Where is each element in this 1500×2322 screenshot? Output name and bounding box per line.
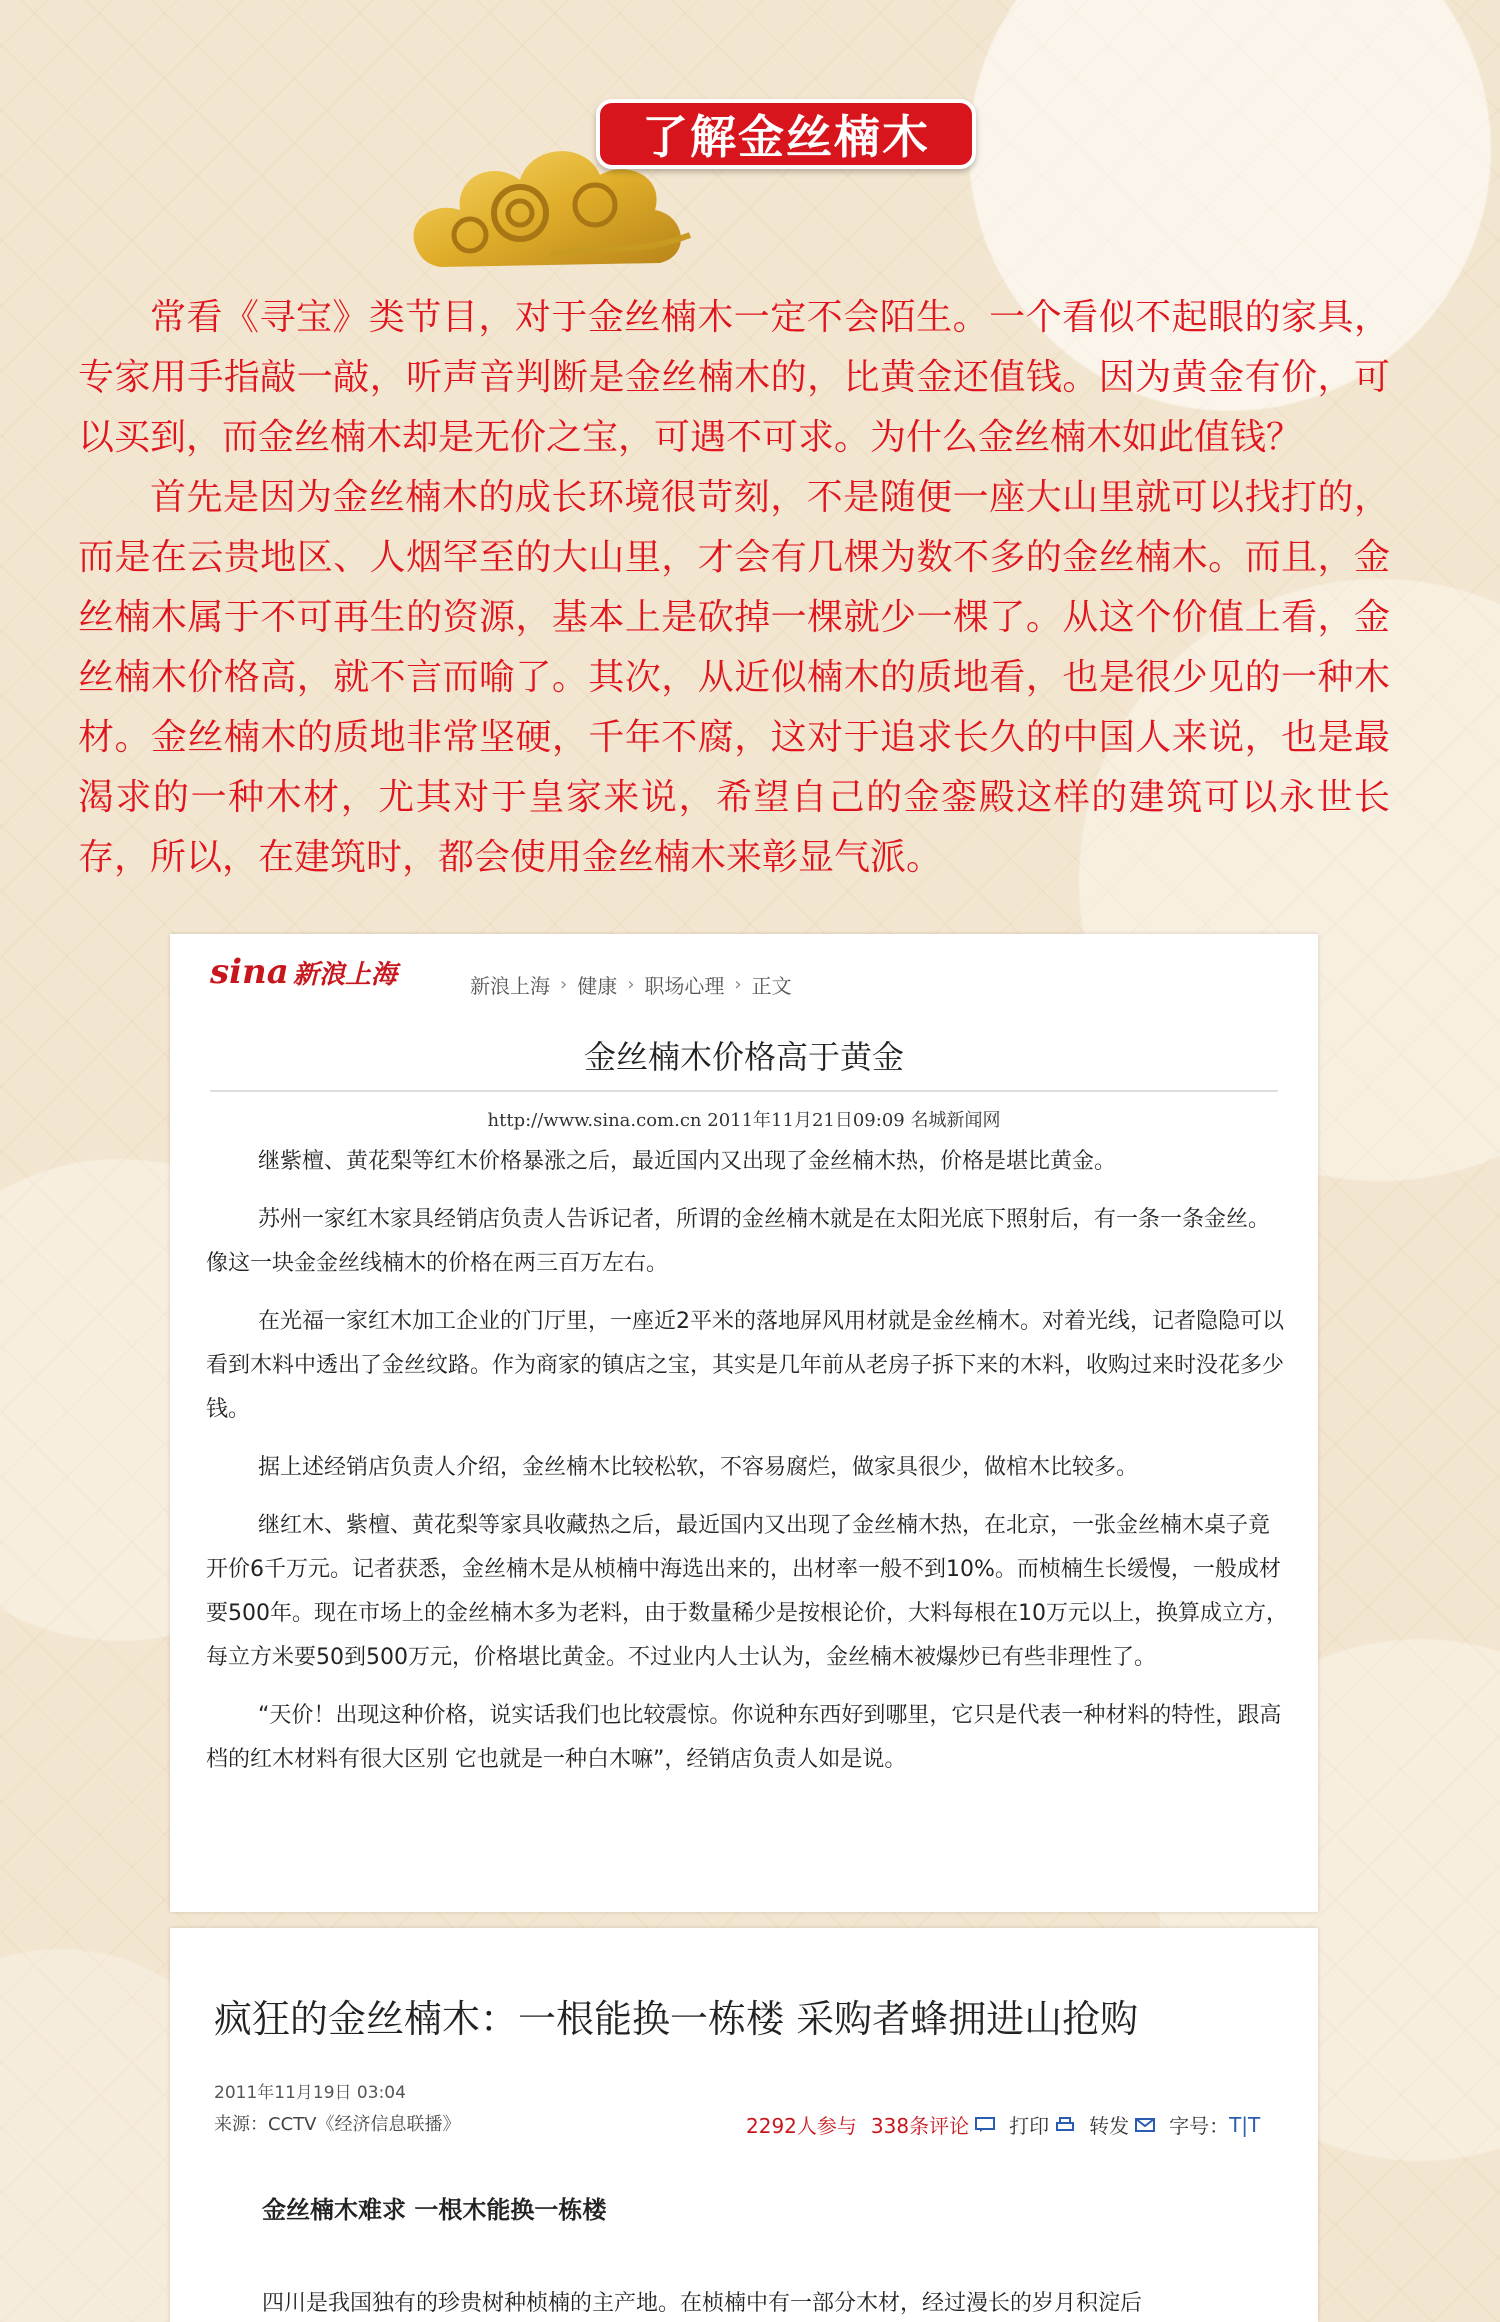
article-source: 来源：CCTV《经济信息联播》 [214,2114,461,2135]
chevron-right-icon: › [734,974,742,995]
article-body [206,1140,1288,1782]
sina-article-card [170,934,1318,1912]
article-paragraph: 据上述经销店负责人介绍，金丝楠木比较松软，不容易腐烂，做家具很少，做棺木比较多。 [258,1455,1139,1480]
cctv-article-card [170,1928,1318,2322]
sina-logo: sina 新浪上海 [210,952,397,992]
article-meta: http://www.sina.com.cn 2011年11月21日09:09 名城新闻网 [487,1110,1001,1131]
envelope-icon[interactable] [1135,2117,1155,2133]
article-paragraph: 继红木、紫檀、黄花梨等家具收藏热之后，最近国内又出现了金丝楠木热，在北京，一张金丝楠木桌子竟开价6千万元。记者获悉，金丝楠木是从桢楠中海选出来的，出材率一般不到10%。而桢楠生长缓慢，一般成材要500年。现在市场上的金丝楠木多为老料，由于数量稀少是按根论价，大料每根在10万元以上，换算成立方，每立方米要50到500万元，价格堪比黄金。不过业内人士认为，金丝楠木被爆炒已有些非理性了。 [206,1513,1288,1670]
breadcrumb-item: 正文 [751,974,792,998]
font-size-label: 字号： [1169,2114,1230,2138]
font-size-toggle[interactable]: T|T [1229,2112,1261,2137]
article-body: 四川是我国独有的珍贵树种桢楠的主产地。在桢楠中有一部分木材，经过漫长的岁月积淀后 [262,2291,1143,2316]
article-paragraph: “天价！出现这种价格，说实话我们也比较震惊。你说种东西好到哪里，它只是代表一种材料的特性，跟高档的红木材料有很大区别 它也就是一种白木嘛”，经销店负责人如是说。 [206,1703,1282,1772]
article-date: 2011年11月19日 03:04 [214,2083,406,2103]
article-paragraph: 继紫檀、黄花梨等红木价格暴涨之后，最近国内又出现了金丝楠木热，价格是堪比黄金。 [258,1149,1117,1174]
article-paragraph: 在光福一家红木加工企业的门厅里，一座近2平米的落地屏风用材就是金丝楠木。对着光线，记者隐隐可以看到木料中透出了金丝纹路。作为商家的镇店之宝，其实是几年前从老房子拆下来的木料，收购过来时没花多少钱。 [206,1309,1285,1422]
printer-icon[interactable] [1055,2117,1075,2133]
chevron-right-icon: › [560,974,568,995]
article-title: 金丝楠木价格高于黄金 [583,1038,904,1076]
divider [210,1090,1278,1092]
intro-paragraph: 首先是因为金丝楠木的成长环境很苛刻，不是随便一座大山里就可以找打的，而是在云贵地区、人烟罕至的大山里，才会有几棵为数不多的金丝楠木。而且，金丝楠木属于不可再生的资源，基本上是砍掉一棵就少一棵了。从这个价值上看，金丝楠木价格高，就不言而喻了。其次，从近似楠木的质地看，也是很少见的一种木材。金丝楠木的质地非常坚硬，千年不腐，这对于追求长久的中国人来说，也是最渴求的一种木材，尤其对于皇家来说，希望自己的金銮殿这样的建筑可以永世长存，所以，在建筑时，都会使用金丝楠木来彰显气派。 [78,477,1390,878]
chevron-right-icon: › [627,974,635,995]
comment-icon[interactable] [975,2117,995,2133]
breadcrumb-item[interactable]: 健康 [577,974,618,998]
intro-text [78,288,1390,888]
breadcrumb-item[interactable]: 职场心理 [644,974,725,998]
section-title-badge [596,99,976,169]
forward-button[interactable]: 转发 [1089,2114,1130,2138]
article-paragraph: 苏州一家红木家具经销店负责人告诉记者，所谓的金丝楠木就是在太阳光底下照射后，有一条一条金丝。像这一块金金丝线楠木的价格在两三百万左右。 [206,1207,1271,1276]
breadcrumb [470,970,792,999]
participants-link[interactable]: 2292人参与 [746,2114,857,2138]
section-title: 了解金丝楠木 [642,110,930,164]
article-toolbar [746,2110,1260,2139]
intro-paragraph: 常看《寻宝》类节目，对于金丝楠木一定不会陌生。一个看似不起眼的家具，专家用手指敲一敲，听声音判断是金丝楠木的，比黄金还值钱。因为黄金有价，可以买到，而金丝楠木却是无价之宝，可遇不可求。为什么金丝楠木如此值钱？ [78,297,1390,458]
comments-link[interactable]: 338条评论 [870,2114,970,2138]
article-title: 疯狂的金丝楠木：一根能换一栋楼 采购者蜂拥进山抢购 [214,1997,1139,2041]
print-button[interactable]: 打印 [1009,2114,1050,2138]
breadcrumb-item[interactable]: 新浪上海 [470,974,550,998]
article-subheading: 金丝楠木难求 一根木能换一栋楼 [262,2196,607,2224]
